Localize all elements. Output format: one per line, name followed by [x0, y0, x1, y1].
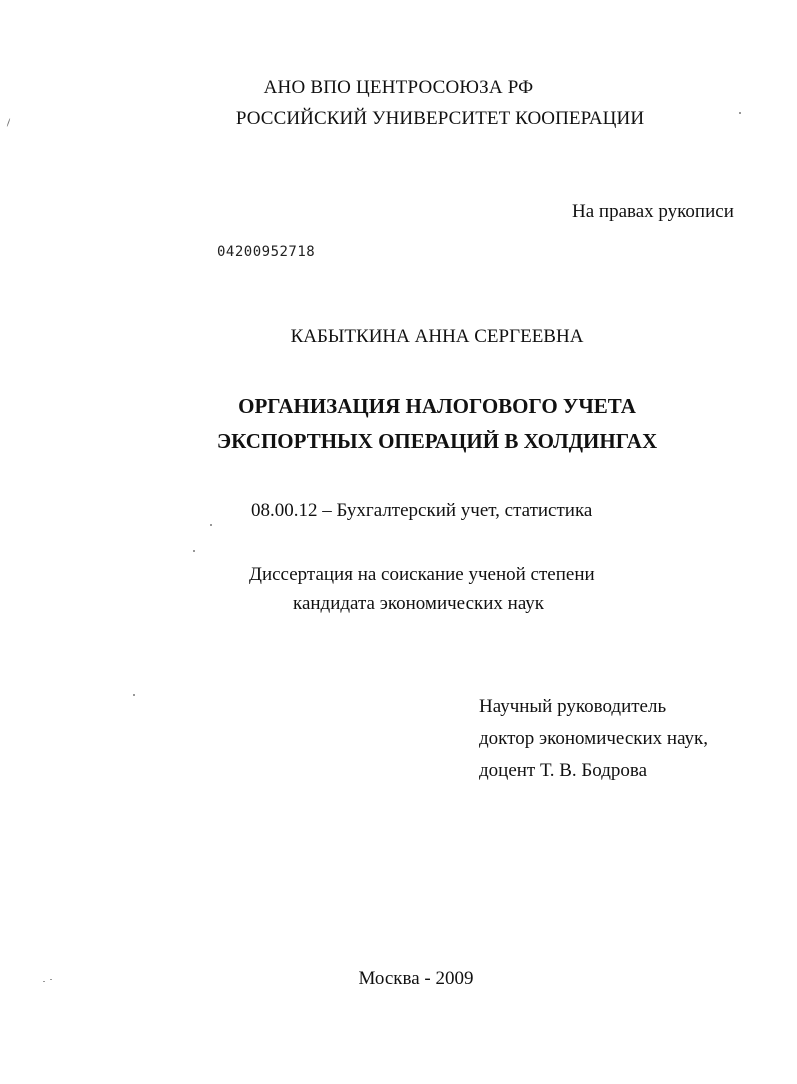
- title-line-1: ОРГАНИЗАЦИЯ НАЛОГОВОГО УЧЕТА: [238, 394, 636, 418]
- place-and-year: Москва - 2009: [358, 968, 474, 989]
- manuscript-note: На правах рукописи: [572, 201, 734, 222]
- scan-speck: [133, 694, 135, 696]
- author-name: КАБЫТКИНА АННА СЕРГЕЕВНА: [290, 326, 584, 347]
- title-line-2: ЭКСПОРТНЫХ ОПЕРАЦИЙ В ХОЛДИНГАХ: [216, 429, 658, 453]
- scan-speck: [210, 524, 212, 526]
- supervisor-degree: доктор экономических наук,: [479, 728, 709, 749]
- dissertation-line-1: Диссертация на соискание ученой степени: [249, 564, 595, 585]
- organization-line-1: АНО ВПО ЦЕНТРОСОЮЗА РФ: [263, 77, 534, 98]
- dissertation-line-2: кандидата экономических наук: [293, 593, 545, 614]
- scan-speck: [43, 981, 45, 982]
- supervisor-name: доцент Т. В. Бодрова: [479, 760, 648, 781]
- organization-line-2: РОССИЙСКИЙ УНИВЕРСИТЕТ КООПЕРАЦИИ: [235, 108, 645, 129]
- scan-speck: [50, 979, 52, 980]
- supervisor-label: Научный руководитель: [479, 696, 667, 717]
- specialty-code: 08.00.12 – Бухгалтерский учет, статистика: [251, 500, 593, 521]
- scan-speck: [193, 550, 195, 552]
- scan-speck: [739, 112, 741, 114]
- catalog-number: 04200952718: [217, 244, 316, 260]
